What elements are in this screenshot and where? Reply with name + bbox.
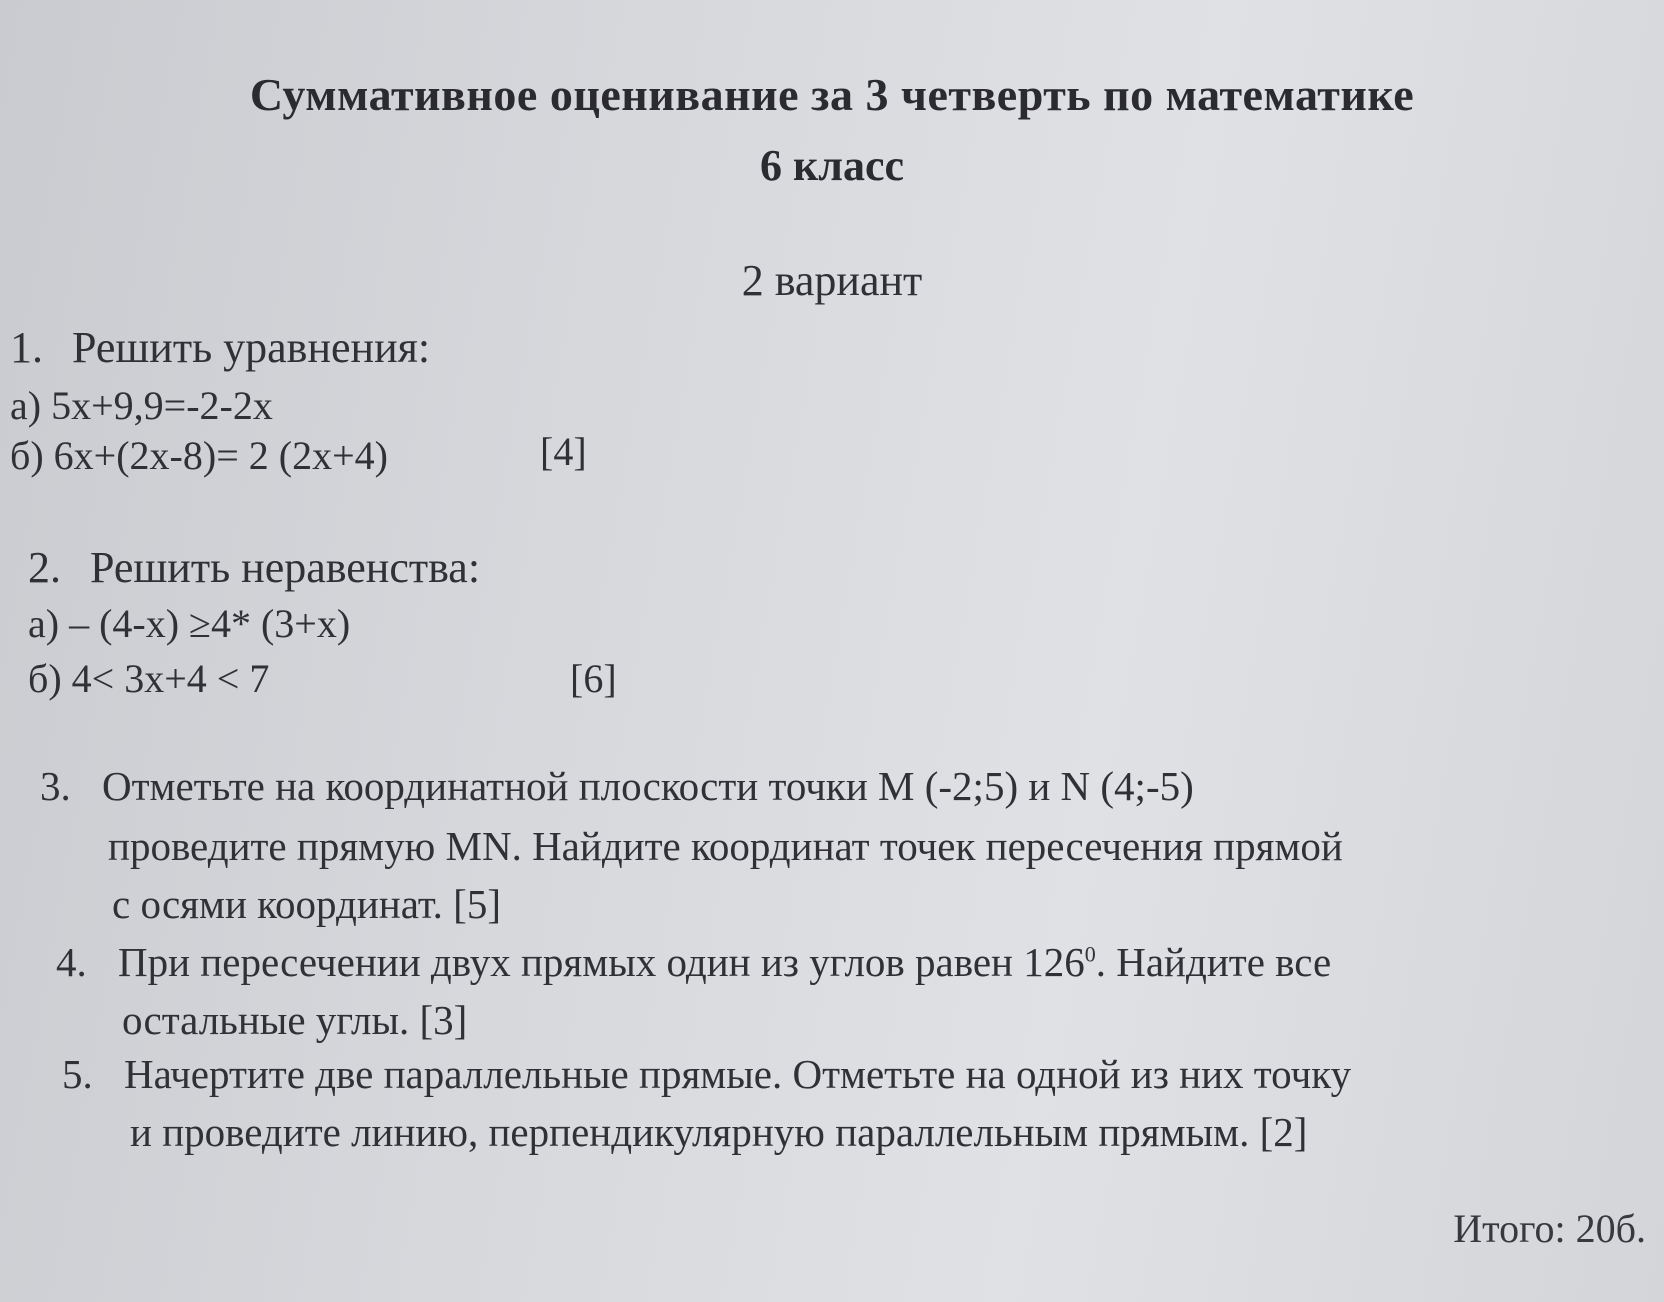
page-title: Суммативное оценивание за 3 четверть по математике — [249, 69, 1415, 120]
grade-label: 6 класс — [759, 141, 905, 190]
question-4-number: 4. — [56, 939, 87, 985]
question-3-text-1: Отметьте на координатной плоскости точки M (-2;5) и N (4;-5) — [102, 763, 1194, 809]
question-3-line-3: с осями координат. [5] — [112, 881, 501, 927]
question-1-item-b: б) 6x+(2x-8)= 2 (2x+4) — [10, 433, 388, 478]
question-1-number: 1. — [10, 323, 43, 372]
question-2-number: 2. — [28, 543, 61, 592]
question-5-line-2: и проведите линию, перпендикулярную параллельным прямым. [2] — [130, 1109, 1308, 1155]
question-1-score: [4] — [540, 429, 587, 474]
question-4-text-1: При пересечении двух прямых один из углов равен 126 — [118, 939, 1085, 985]
question-3-line-1 — [40, 762, 1194, 810]
question-5-text-1: Начертите две параллельные прямые. Отметьте на одной из них точку — [124, 1051, 1352, 1097]
degree-mark: 0 — [1084, 941, 1096, 967]
variant-label: 2 вариант — [741, 256, 923, 305]
question-1-heading — [10, 322, 430, 373]
question-5-number: 5. — [62, 1051, 93, 1097]
question-3-line-2: проведите прямую MN. Найдите координат точек пересечения прямой — [108, 823, 1343, 869]
question-2-text: Решить неравенства: — [90, 543, 481, 592]
question-4-line-1 — [56, 938, 1331, 986]
question-1-item-a: а) 5x+9,9=-2-2x — [10, 383, 273, 428]
question-4-line-2: остальные углы. [3] — [122, 997, 468, 1043]
question-3-number: 3. — [40, 763, 71, 809]
question-2-score: [6] — [570, 656, 617, 701]
question-5-line-1 — [62, 1050, 1351, 1098]
question-4-text-1-end: . Найдите все — [1095, 939, 1332, 985]
total-score: Итого: 20б. — [1453, 1206, 1646, 1251]
question-2-item-b: б) 4< 3x+4 < 7 — [28, 656, 270, 701]
question-2-heading — [28, 542, 480, 593]
question-2-item-a: а) – (4-x) ≥4* (3+x) — [28, 601, 351, 646]
question-1-text: Решить уравнения: — [72, 323, 431, 372]
